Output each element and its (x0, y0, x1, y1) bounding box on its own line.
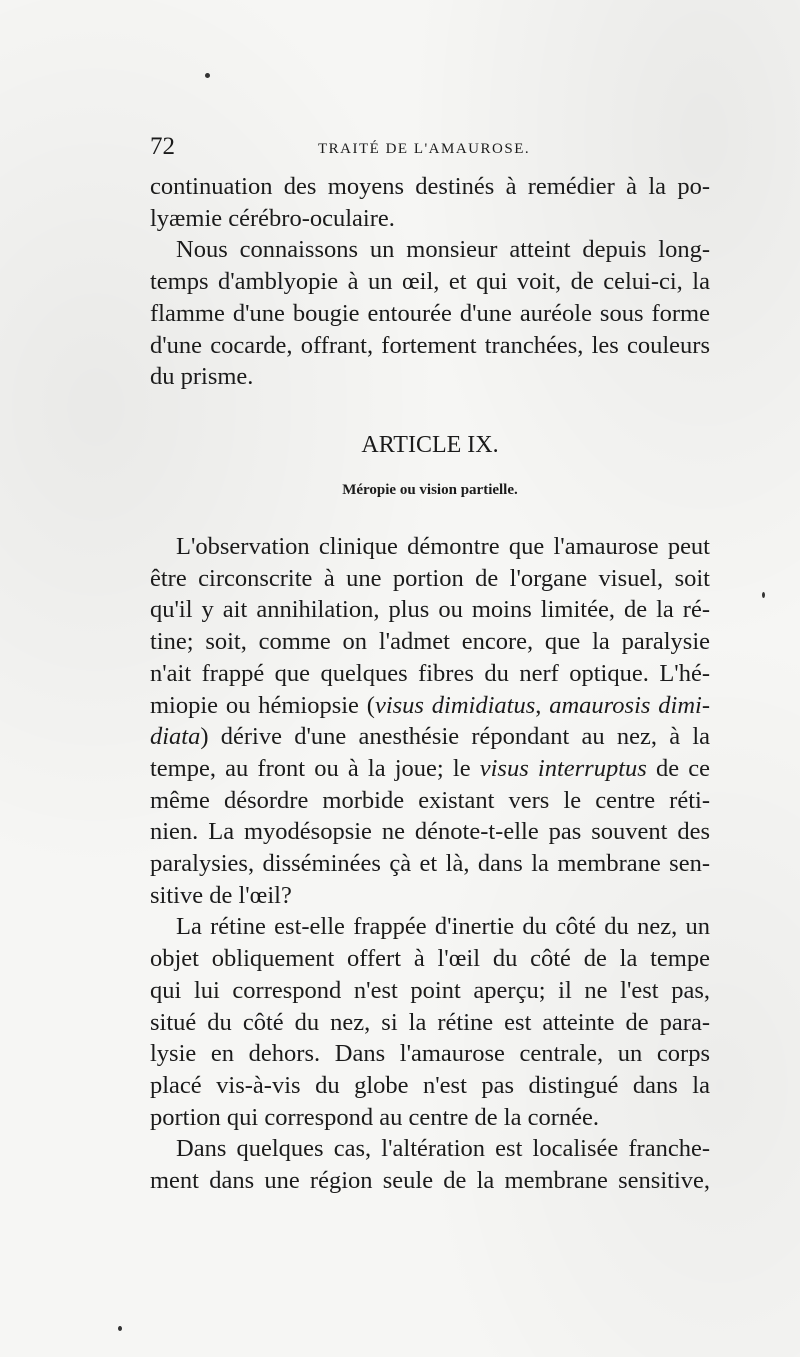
text-fragment: de ce (646, 754, 710, 782)
article-body (150, 531, 710, 1197)
text-line: nien. La myodésopsie ne dénote-t-elle pas souvent des (150, 818, 710, 846)
text-line (150, 753, 710, 785)
opening-paragraphs (150, 171, 710, 393)
ink-speck (205, 73, 210, 78)
text-line: temps d'amblyopie à un œil, et qui voit, de celui-ci, la (150, 268, 710, 296)
text-line: lyæmie cérébro-oculaire. (150, 204, 395, 232)
running-head (150, 133, 710, 165)
text-line: flamme d'une bougie entourée d'une auréole sous forme (150, 299, 710, 327)
text-fragment: ) dérive d'une anesthésie répondant au nez, à la (200, 723, 710, 751)
text-line: être circonscrite à une portion de l'organe visuel, soit (150, 564, 710, 592)
text-line: situé du côté du nez, si la rétine est atteinte de para- (150, 1008, 710, 1036)
text-line: tine; soit, comme on l'admet encore, que la paralysie (150, 628, 710, 656)
text-line: ment dans une région seule de la membrane sensitive, (150, 1167, 710, 1195)
text-line: d'une cocarde, offrant, fortement tranchées, les couleurs (150, 331, 710, 359)
ink-speck (118, 1326, 122, 1331)
text-line (150, 721, 710, 753)
text-line: lysie en dehors. Dans l'amaurose centrale, un corps (150, 1040, 710, 1068)
text-line: continuation des moyens destinés à remédier à la po- (150, 173, 710, 200)
text-line: même désordre morbide existant vers le centre réti- (150, 786, 710, 814)
latin-term: amaurosis dimi- (549, 691, 710, 719)
text-line: Dans quelques cas, l'altération est localisée franche- (176, 1135, 710, 1163)
text-line: La rétine est-elle frappée d'inertie du côté du nez, un (176, 913, 710, 941)
text-line: L'observation clinique démontre que l'amaurose peut (176, 533, 710, 560)
article-subtitle: Méropie ou vision partielle. (342, 482, 518, 498)
text-line: portion qui correspond au centre de la cornée. (150, 1103, 599, 1131)
text-line: qu'il y ait annihilation, plus ou moins limitée, de la ré- (150, 596, 710, 624)
latin-term: diata (150, 723, 201, 751)
text-fragment: , (535, 691, 550, 719)
text-fragment: miopie ou hémiopsie ( (150, 691, 375, 719)
ink-speck (762, 592, 765, 598)
text-line: du prisme. (150, 363, 254, 391)
article-title: ARTICLE IX. (361, 432, 499, 458)
text-fragment: tempe, au front ou à la joue; le (150, 754, 480, 782)
text-line: placé vis-à-vis du globe n'est pas distingué dans la (150, 1071, 710, 1099)
text-line: sitive de l'œil? (150, 881, 292, 909)
latin-term: visus dimidiatus (374, 691, 536, 719)
latin-term: visus interruptus (479, 754, 647, 782)
text-line: n'ait frappé que quelques fibres du nerf optique. L'hé- (150, 659, 710, 687)
page-number: 72 (150, 133, 175, 160)
text-line: paralysies, disséminées çà et là, dans la membrane sen- (150, 850, 710, 878)
text-line: Nous connaissons un monsieur atteint depuis long- (176, 236, 710, 264)
text-line (150, 690, 710, 722)
running-title: TRAITÉ DE L'AMAUROSE. (318, 141, 531, 157)
text-line: objet obliquement offert à l'œil du côté de la tempe (150, 945, 710, 973)
text-line: qui lui correspond n'est point aperçu; il ne l'est pas, (150, 976, 710, 1004)
